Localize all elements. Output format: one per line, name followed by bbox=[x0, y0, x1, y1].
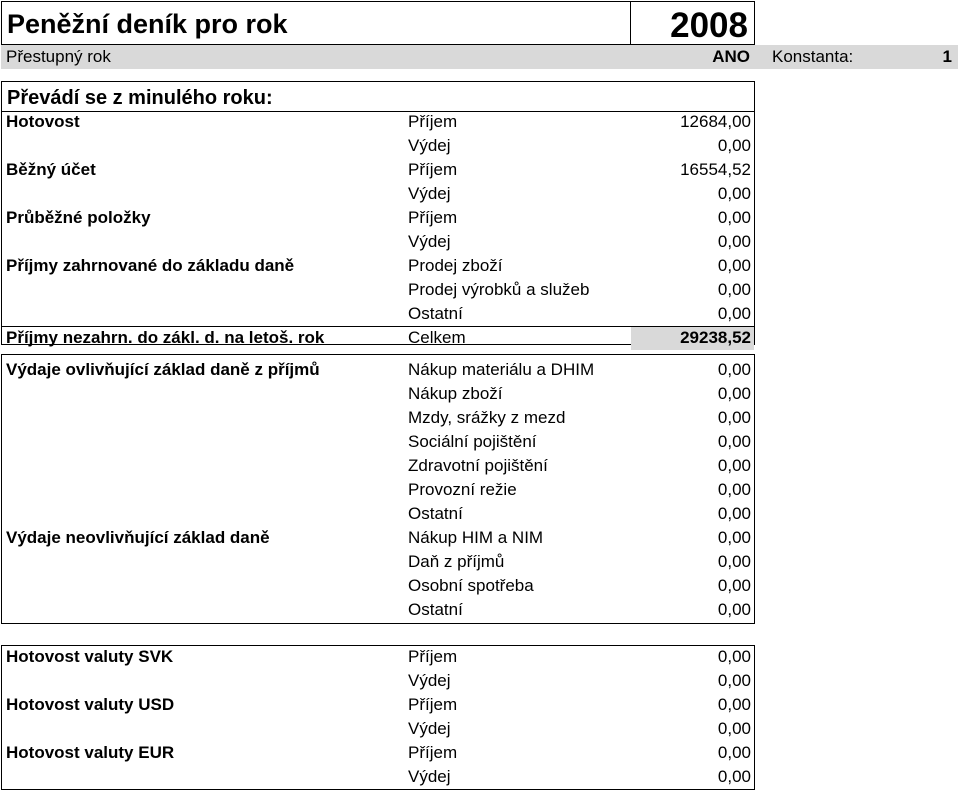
table-row bbox=[0, 478, 960, 502]
row-item: Prodej zboží bbox=[408, 256, 503, 275]
row-value[interactable]: 0,00 bbox=[717, 360, 751, 379]
row-item: Nákup materiálu a DHIM bbox=[408, 360, 595, 379]
row-label: Výdaje neovlivňující základ daně bbox=[6, 528, 270, 547]
header-block bbox=[1, 1, 755, 45]
row-item: Výdej bbox=[408, 719, 451, 738]
table-row bbox=[0, 574, 960, 598]
table-row bbox=[0, 717, 960, 741]
row-value[interactable]: 0,00 bbox=[717, 695, 751, 714]
row-value[interactable]: 0,00 bbox=[717, 432, 751, 451]
row-item: Výdej bbox=[408, 671, 451, 690]
row-label: Hotovost valuty SVK bbox=[6, 647, 174, 666]
row-item: Příjem bbox=[408, 160, 458, 179]
row-value[interactable]: 0,00 bbox=[717, 743, 751, 762]
row-value[interactable]: 0,00 bbox=[717, 528, 751, 547]
row-label: Hotovost valuty EUR bbox=[6, 743, 175, 762]
row-label: Běžný účet bbox=[6, 160, 96, 179]
table-row bbox=[0, 134, 960, 158]
row-item: Ostatní bbox=[408, 304, 463, 323]
row-item: Výdej bbox=[408, 767, 451, 786]
row-item: Ostatní bbox=[408, 504, 463, 523]
table-row bbox=[0, 454, 960, 478]
table-row bbox=[0, 550, 960, 574]
konstanta-value[interactable]: 1 bbox=[942, 47, 952, 66]
page-title: Peněžní deník pro rok bbox=[7, 9, 288, 39]
row-value[interactable]: 0,00 bbox=[717, 647, 751, 666]
row-value[interactable]: 16554,52 bbox=[680, 160, 751, 179]
row-value[interactable]: 0,00 bbox=[717, 576, 751, 595]
row-value[interactable]: 0,00 bbox=[717, 767, 751, 786]
row-item: Příjem bbox=[408, 208, 458, 227]
table-row bbox=[0, 645, 960, 669]
table-row bbox=[0, 598, 960, 622]
row-item: Prodej výrobků a služeb bbox=[408, 280, 590, 299]
row-value[interactable]: 0,00 bbox=[717, 719, 751, 738]
row-item: Mzdy, srážky z mezd bbox=[408, 408, 566, 427]
table-row bbox=[0, 326, 960, 350]
table-row bbox=[0, 765, 960, 789]
row-item: Provozní režie bbox=[408, 480, 517, 499]
year-value[interactable]: 2008 bbox=[670, 6, 748, 45]
table-row bbox=[0, 230, 960, 254]
row-item: Nákup zboží bbox=[408, 384, 503, 403]
row-label: Příjmy zahrnované do základu daně bbox=[6, 256, 295, 275]
table-row bbox=[0, 206, 960, 230]
row-label: Výdaje ovlivňující základ daně z příjmů bbox=[6, 360, 320, 379]
row-item: Výdej bbox=[408, 232, 451, 251]
leap-year-label: Přestupný rok bbox=[6, 47, 111, 66]
year-divider bbox=[630, 2, 631, 46]
row-item: Příjem bbox=[408, 647, 458, 666]
row-label: Hotovost bbox=[6, 112, 80, 131]
row-item: Příjem bbox=[408, 743, 458, 762]
row-label: Hotovost valuty USD bbox=[6, 695, 175, 714]
table-row bbox=[0, 278, 960, 302]
row-value[interactable]: 0,00 bbox=[717, 384, 751, 403]
total-value[interactable]: 29238,52 bbox=[680, 328, 751, 347]
row-item: Nákup HIM a NIM bbox=[408, 528, 544, 547]
row-item: Zdravotní pojištění bbox=[408, 456, 548, 475]
row-value[interactable]: 12684,00 bbox=[680, 112, 751, 131]
table-row bbox=[0, 741, 960, 765]
row-value[interactable]: 0,00 bbox=[717, 232, 751, 251]
row-item: Ostatní bbox=[408, 600, 463, 619]
konstanta-label: Konstanta: bbox=[772, 47, 854, 66]
row-value[interactable]: 0,00 bbox=[717, 504, 751, 523]
row-item: Příjem bbox=[408, 112, 458, 131]
row-value[interactable]: 0,00 bbox=[717, 304, 751, 323]
row-label: Průběžné položky bbox=[6, 208, 151, 227]
table-row bbox=[0, 302, 960, 326]
row-item: Sociální pojištění bbox=[408, 432, 537, 451]
row-value[interactable]: 0,00 bbox=[717, 600, 751, 619]
row-value[interactable]: 0,00 bbox=[717, 208, 751, 227]
table-row bbox=[0, 110, 960, 134]
total-divider bbox=[2, 326, 754, 327]
row-value[interactable]: 0,00 bbox=[717, 408, 751, 427]
row-value[interactable]: 0,00 bbox=[717, 256, 751, 275]
row-label: Příjmy nezahrn. do zákl. d. na letoš. rok bbox=[6, 328, 325, 347]
table-row bbox=[0, 430, 960, 454]
table-row bbox=[0, 406, 960, 430]
row-item: Celkem bbox=[408, 328, 466, 347]
table-row bbox=[0, 526, 960, 550]
row-value[interactable]: 0,00 bbox=[717, 184, 751, 203]
row-item: Výdej bbox=[408, 184, 451, 203]
row-item: Výdej bbox=[408, 136, 451, 155]
row-item: Příjem bbox=[408, 695, 458, 714]
row-value[interactable]: 0,00 bbox=[717, 456, 751, 475]
table-row bbox=[0, 693, 960, 717]
row-item: Daň z příjmů bbox=[408, 552, 505, 571]
row-value[interactable]: 0,00 bbox=[717, 480, 751, 499]
table-row bbox=[0, 382, 960, 406]
row-value[interactable]: 0,00 bbox=[717, 136, 751, 155]
table-row bbox=[0, 182, 960, 206]
section-heading: Převádí se z minulého roku: bbox=[7, 87, 273, 109]
row-item: Osobní spotřeba bbox=[408, 576, 534, 595]
row-value[interactable]: 0,00 bbox=[717, 280, 751, 299]
table-row bbox=[0, 502, 960, 526]
row-value[interactable]: 0,00 bbox=[717, 671, 751, 690]
table-row bbox=[0, 358, 960, 382]
table-row bbox=[0, 158, 960, 182]
table-row bbox=[0, 254, 960, 278]
row-value[interactable]: 0,00 bbox=[717, 552, 751, 571]
leap-year-value[interactable]: ANO bbox=[712, 47, 750, 66]
table-row bbox=[0, 669, 960, 693]
